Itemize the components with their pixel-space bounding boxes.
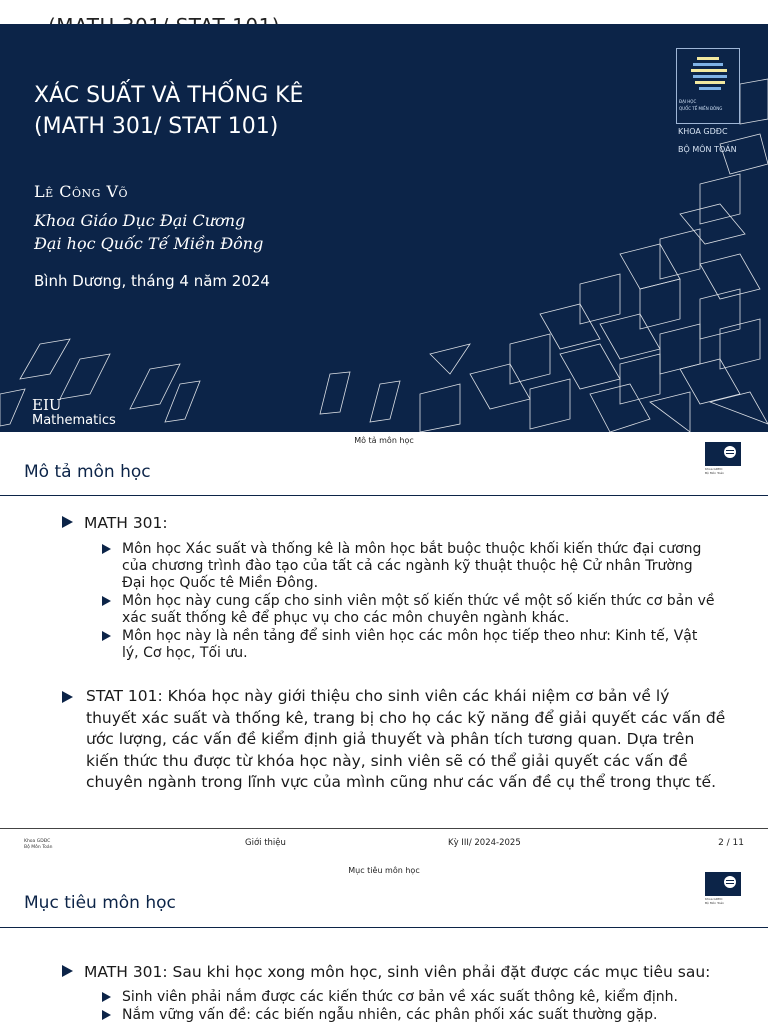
- title-line-1: XÁC SUẤT VÀ THỐNG KÊ: [34, 83, 304, 108]
- mini-logo-caption: Khoa GDĐC Bộ Môn Toán: [705, 897, 725, 905]
- sub-list: [102, 541, 727, 663]
- university-logo: [676, 48, 740, 124]
- list-item-stat101: STAT 101: Khóa học này giới thiệu cho sinh viên các khái niệm cơ bản về lý thuyết xác suất và thống kê, trang bị cho họ các kỹ năng để giải quyết các vấn đề ước lượng, các vấn đề kiểm định giả thuyết và phân tích tương quan. Dựa trên kiến thức thu được từ khóa học này, sinh viên sẽ có thể giải quyết các vấn đề chuyên ngành trong lĩnh vực của mình cũng như các vấn đề cụ thể trong thực tế.: [62, 686, 732, 794]
- title-rule: [0, 495, 768, 496]
- affiliation: [34, 209, 263, 255]
- dept-line-1: KHOA GDĐC: [678, 127, 728, 136]
- logo-text-2: QUỐC TẾ MIỀN ĐÔNG: [679, 106, 723, 111]
- section-mini-nav[interactable]: Mục tiêu môn học: [348, 866, 420, 875]
- bullet-triangle-icon: [102, 631, 111, 641]
- mini-logo-mark-icon: [705, 442, 741, 466]
- list-item-label: MATH 301: Sau khi học xong môn học, sinh viên phải đặt được các mục tiêu sau:: [84, 963, 711, 981]
- slide-footer: [0, 828, 768, 856]
- list-item-math301: [62, 514, 168, 532]
- brand-eiu: EIU: [32, 396, 62, 414]
- logo-text-1: ĐẠI HỌC: [679, 99, 697, 104]
- presentation-title: [34, 80, 303, 142]
- footer-section: Giới thiệu: [245, 838, 286, 848]
- mini-logo: [705, 872, 741, 908]
- bullet-triangle-icon: [62, 691, 73, 703]
- slide-course-objectives: [0, 858, 768, 1024]
- dept-line-2: BỘ MÔN TOÁN: [678, 145, 737, 154]
- bullet-triangle-icon: [102, 596, 111, 606]
- slide-course-description: [0, 432, 768, 858]
- sub-list-item: Nắm vững vấn đề: các biến ngẫu nhiên, các phân phối xác suất thường gặp.: [102, 1007, 727, 1024]
- bullet-triangle-icon: [102, 544, 111, 554]
- sub-list: [102, 989, 727, 1025]
- sub-list-item: Môn học này cung cấp cho sinh viên một số kiến thức về một số kiến thức cơ bản về xác suất thống kê để phục vụ cho các môn chuyên ngành khác.: [102, 593, 727, 627]
- bullet-triangle-icon: [102, 992, 111, 1002]
- affiliation-line-1: Khoa Giáo Dục Đại Cương: [34, 211, 246, 230]
- frame-title: Mô tả môn học: [24, 462, 151, 482]
- title-slide: [0, 24, 768, 432]
- brand-mathematics: Mathematics: [32, 413, 116, 428]
- title-line-2: (MATH 301/ STAT 101): [34, 114, 279, 139]
- title-rule: [0, 927, 768, 928]
- bullet-triangle-icon: [62, 516, 73, 528]
- list-item-label: MATH 301:: [84, 514, 168, 532]
- mini-logo-caption: Khoa GDĐC Bộ Môn Toán: [705, 467, 725, 475]
- footer-dept: Khoa GDĐC Bộ Môn Toán: [24, 839, 53, 850]
- logo-stripes-icon: [689, 55, 733, 97]
- bullet-triangle-icon: [102, 1010, 111, 1020]
- date-location: Bình Dương, tháng 4 năm 2024: [34, 272, 270, 290]
- footer-term: Kỳ III/ 2024-2025: [448, 838, 521, 848]
- frame-title: Mục tiêu môn học: [24, 893, 176, 913]
- sub-list-item: Sinh viên phải nắm được các kiến thức cơ bản về xác suất thông kê, kiểm định.: [102, 989, 727, 1006]
- mini-logo-mark-icon: [705, 872, 741, 896]
- mini-logo: [705, 442, 741, 478]
- bullet-triangle-icon: [62, 965, 73, 977]
- previous-slide-strip: [0, 0, 768, 24]
- author-name: Lê Công Võ: [34, 182, 129, 201]
- footer-page-number: 2 / 11: [718, 838, 744, 848]
- section-mini-nav[interactable]: Mô tả môn học: [354, 436, 414, 445]
- sub-list-item: Môn học này là nền tảng để sinh viên học các môn học tiếp theo như: Kinh tế, Vật lý, Cơ học, Tối ưu.: [102, 628, 727, 662]
- list-item-math301-objectives: [62, 963, 710, 981]
- sub-list-item: Môn học Xác suất và thống kê là môn học bắt buộc thuộc khối kiến thức đại cương của chương trình đào tạo của tất cả các ngành kỹ thuật thuộc hệ Cử nhân Trường Đại học Quốc tê Miền Đông.: [102, 541, 727, 592]
- affiliation-line-2: Đại học Quốc Tế Miền Đông: [34, 234, 264, 253]
